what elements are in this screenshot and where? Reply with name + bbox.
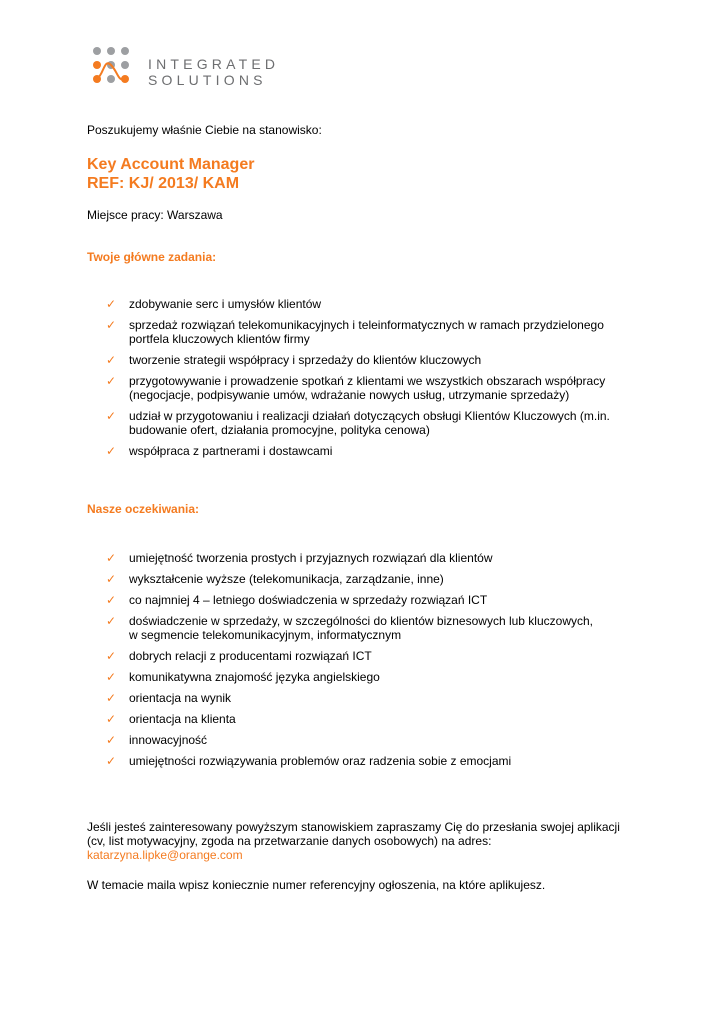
logo-line-2: SOLUTIONS <box>148 72 267 88</box>
list-item: ✓ tworzenie strategii współpracy i sprzedaży do klientów kluczowych <box>106 353 482 367</box>
checkmark-icon: ✓ <box>106 754 117 768</box>
list-item: ✓ komunikatywna znajomość języka angielskiego <box>106 670 380 684</box>
list-item: ✓ umiejętność tworzenia prostych i przyjaznych rozwiązań dla klientów <box>106 551 493 565</box>
application-instructions <box>87 820 647 862</box>
closing-line-2: (cv, list motywacyjny, zgoda na przetwarzanie danych osobowych) na adres: <box>87 834 492 848</box>
list-item: ✓ innowacyjność <box>106 733 208 747</box>
work-location: Miejsce pracy: Warszawa <box>87 208 223 222</box>
tasks-heading: Twoje główne zadania: <box>87 250 217 264</box>
checkmark-icon: ✓ <box>106 593 117 607</box>
checkmark-icon: ✓ <box>106 733 117 747</box>
list-item: ✓ co najmniej 4 – letniego doświadczenia w sprzedaży rozwiązań ICT <box>106 593 488 607</box>
tasks-list <box>106 297 646 465</box>
list-item: ✓ przygotowywanie i prowadzenie spotkań z klientami we wszystkich obszarach współpracy (negocjacje, podpisywanie umów, wdrażanie nowych usług, utrzymanie sprzedaży) <box>106 374 606 402</box>
expectations-heading: Nasze oczekiwania: <box>87 502 200 516</box>
checkmark-icon: ✓ <box>106 318 117 332</box>
checkmark-icon: ✓ <box>106 551 117 565</box>
logo-line-1: INTEGRATED <box>148 56 280 72</box>
intro-text: Poszukujemy właśnie Ciebie na stanowisko: <box>87 123 322 137</box>
closing-line-1: Jeśli jesteś zainteresowany powyższym stanowiskiem zapraszamy Cię do przesłania swojej aplikacji <box>87 820 620 834</box>
job-reference: REF: KJ/ 2013/ KAM <box>87 175 240 192</box>
checkmark-icon: ✓ <box>106 670 117 684</box>
list-item: ✓ umiejętności rozwiązywania problemów oraz radzenia sobie z emocjami <box>106 754 512 768</box>
checkmark-icon: ✓ <box>106 712 117 726</box>
list-item: ✓ udział w przygotowaniu i realizacji działań dotyczących obsługi Klientów Kluczowych (m.in. budowanie ofert, działania promocyjne, polityka cenowa) <box>106 409 610 437</box>
job-title-block <box>87 155 254 193</box>
checkmark-icon: ✓ <box>106 353 117 367</box>
expectations-list <box>106 551 646 775</box>
list-item: ✓ współpraca z partnerami i dostawcami <box>106 444 333 458</box>
checkmark-icon: ✓ <box>106 297 117 311</box>
checkmark-icon: ✓ <box>106 649 117 663</box>
checkmark-icon: ✓ <box>106 444 117 458</box>
logo-wordmark <box>148 56 279 88</box>
job-title: Key Account Manager <box>87 156 255 173</box>
list-item: ✓ doświadczenie w sprzedaży, w szczególności do klientów biznesowych lub kluczowych, w segmencie telekomunikacyjnym, informatycznym <box>106 614 593 642</box>
list-item: ✓ zdobywanie serc i umysłów klientów <box>106 297 322 311</box>
list-item: ✓ dobrych relacji z producentami rozwiązań ICT <box>106 649 372 663</box>
checkmark-icon: ✓ <box>106 614 117 628</box>
list-item: ✓ sprzedaż rozwiązań telekomunikacyjnych i teleinformatycznych w ramach przydzielonego portfela kluczowych klientów firmy <box>106 318 604 346</box>
list-item: ✓ orientacja na wynik <box>106 691 232 705</box>
checkmark-icon: ✓ <box>106 409 117 423</box>
checkmark-icon: ✓ <box>106 374 117 388</box>
list-item: ✓ orientacja na klienta <box>106 712 236 726</box>
checkmark-icon: ✓ <box>106 572 117 586</box>
contact-email-link[interactable]: katarzyna.lipke@orange.com <box>87 848 243 862</box>
checkmark-icon: ✓ <box>106 691 117 705</box>
list-item: ✓ wykształcenie wyższe (telekomunikacja, zarządzanie, inne) <box>106 572 444 586</box>
subject-note: W temacie maila wpisz koniecznie numer referencyjny ogłoszenia, na które aplikujesz. <box>87 878 546 892</box>
logo-mark-icon <box>92 46 132 86</box>
